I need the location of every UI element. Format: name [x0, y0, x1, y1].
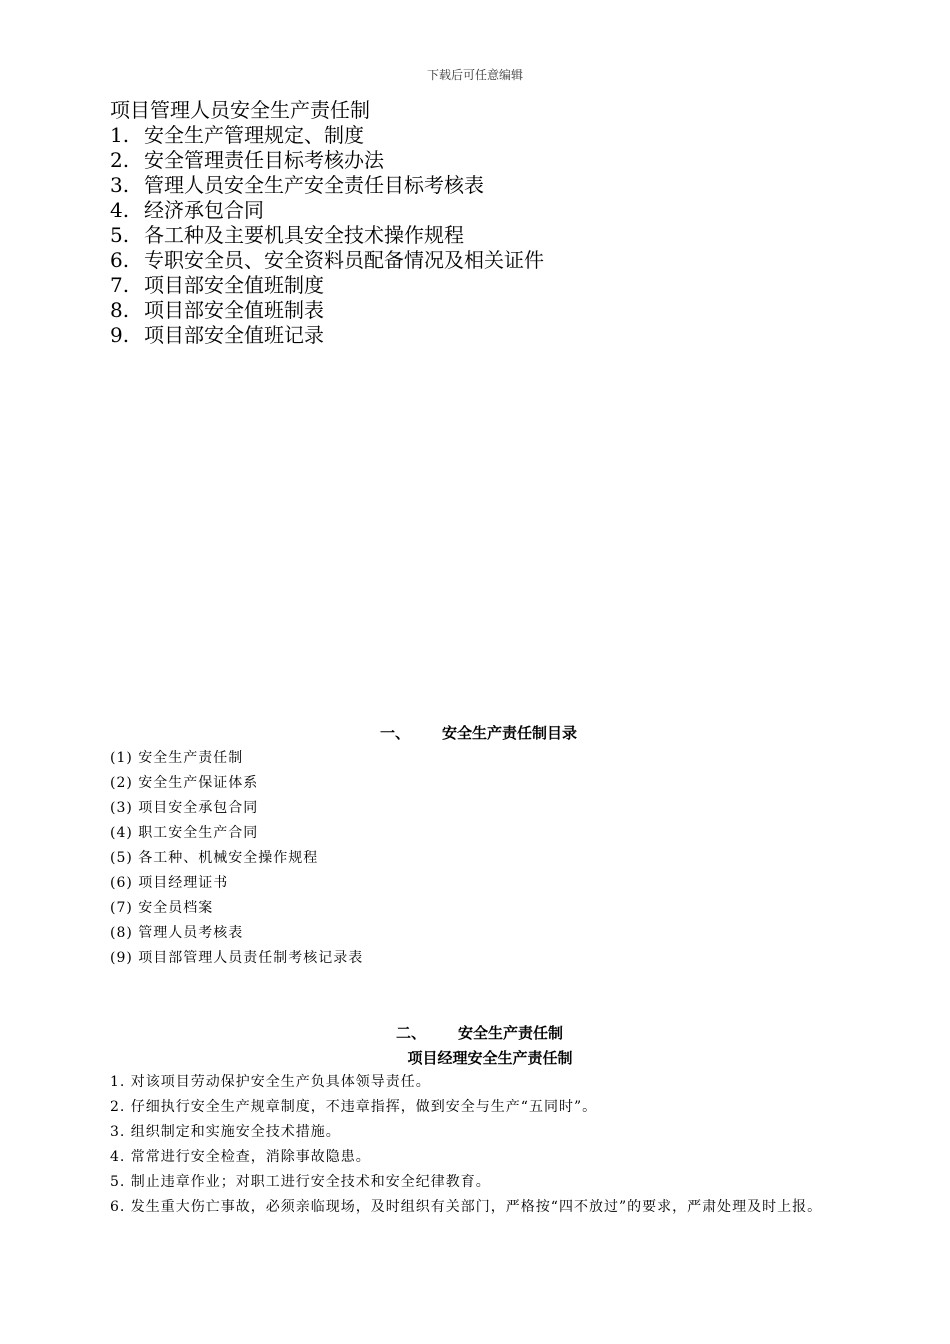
intro-item-text: 项目部安全值班制度	[144, 273, 324, 297]
intro-item	[110, 123, 870, 148]
intro-item-number: 3.	[110, 173, 130, 197]
duty-item: 6. 发生重大伤亡事故，必须亲临现场，及时组织有关部门，严格按“四不放过”的要求，严肃处理及时上报。	[110, 1199, 823, 1215]
intro-item	[110, 173, 870, 198]
intro-item	[110, 198, 870, 223]
intro-item-text: 安全管理责任目标考核办法	[144, 148, 384, 172]
intro-item-number: 7.	[110, 273, 130, 297]
intro-item-number: 6.	[110, 248, 130, 272]
section1-title: 安全生产责任制目录	[442, 724, 578, 742]
intro-item-number: 9.	[110, 323, 130, 347]
intro-item-text: 项目部安全值班记录	[144, 323, 324, 347]
intro-item-text: 管理人员安全生产安全责任目标考核表	[144, 173, 484, 197]
toc-item: (8) 管理人员考核表	[110, 925, 244, 941]
toc-item: (3) 项目安全承包合同	[110, 800, 259, 816]
intro-item	[110, 148, 870, 173]
intro-item-number: 5.	[110, 223, 130, 247]
duty-item: 5. 制止违章作业；对职工进行安全技术和安全纪律教育。	[110, 1174, 491, 1190]
section1-number: 一、	[380, 724, 411, 742]
section2-title: 安全生产责任制	[458, 1024, 564, 1042]
intro-item-number: 4.	[110, 198, 130, 222]
intro-item-text: 安全生产管理规定、制度	[144, 123, 364, 147]
duty-item: 4. 常常进行安全检查，消除事故隐患。	[110, 1149, 371, 1165]
toc-item: (6) 项目经理证书	[110, 875, 229, 891]
intro-item	[110, 223, 870, 248]
intro-title: 项目管理人员安全生产责任制	[110, 98, 370, 122]
section1-toc-list	[110, 746, 363, 971]
section2-subtitle: 项目经理安全生产责任制	[407, 1049, 573, 1067]
section1-heading	[380, 722, 577, 743]
header-note: 下载后可任意编辑	[426, 68, 523, 82]
toc-item: (4) 职工安全生产合同	[110, 825, 259, 841]
intro-item-number: 1.	[110, 123, 130, 147]
intro-item	[110, 323, 870, 348]
section2-heading	[396, 1022, 563, 1043]
section2-duties-list	[110, 1070, 855, 1220]
toc-item: (7) 安全员档案	[110, 900, 214, 916]
intro-list	[110, 123, 870, 348]
duty-item: 1. 对该项目劳动保护安全生产负具体领导责任。	[110, 1074, 431, 1090]
intro-item	[110, 248, 870, 273]
intro-item-text: 项目部安全值班制表	[144, 298, 324, 322]
toc-item: (1) 安全生产责任制	[110, 750, 244, 766]
intro-item-number: 8.	[110, 298, 130, 322]
intro-item-number: 2.	[110, 148, 130, 172]
duty-item: 3. 组织制定和实施安全技术措施。	[110, 1124, 341, 1140]
intro-item	[110, 298, 870, 323]
intro-block	[110, 98, 870, 348]
intro-item-text: 专职安全员、安全资料员配备情况及相关证件	[144, 248, 544, 272]
intro-item	[110, 273, 870, 298]
intro-item-text: 经济承包合同	[144, 198, 264, 222]
toc-item: (5) 各工种、机械安全操作规程	[110, 850, 319, 866]
section2-number: 二、	[396, 1024, 427, 1042]
duty-item: 2. 仔细执行安全生产规章制度，不违章指挥，做到安全与生产“五同时”。	[110, 1099, 598, 1115]
toc-item: (2) 安全生产保证体系	[110, 775, 259, 791]
toc-item: (9) 项目部管理人员责任制考核记录表	[110, 950, 364, 966]
intro-item-text: 各工种及主要机具安全技术操作规程	[144, 223, 464, 247]
